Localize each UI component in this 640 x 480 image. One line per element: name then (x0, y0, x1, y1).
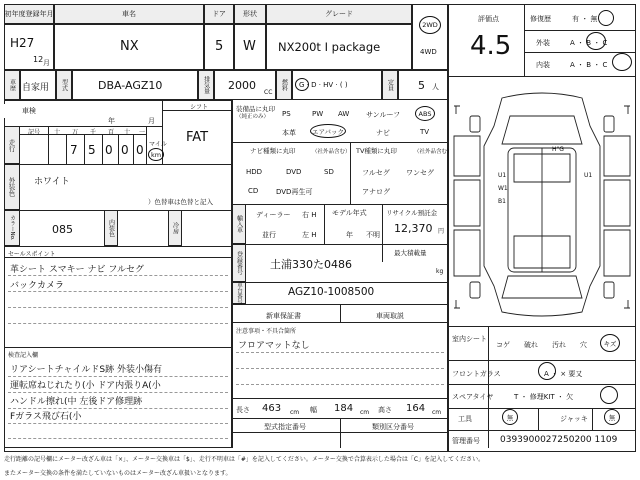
recycle-label: リサイクル預託金 (386, 209, 438, 217)
nav-dvd-playback: DVD再生可 (276, 188, 313, 196)
ac-header: 冷房 (168, 210, 182, 246)
tv-oneseg: ワンセグ (406, 169, 434, 177)
front-glass-options: A ・ × 要又 (544, 370, 583, 378)
recycle-value: 12,370 (394, 222, 433, 235)
spare-tire-options: T ・ 修理KIT ・ 欠 (514, 393, 574, 401)
mark-u1-right: U1 (584, 172, 593, 179)
import-left: 左 H (302, 231, 317, 239)
seat-ana: 穴 (580, 341, 587, 349)
tools-value: 無 (502, 409, 518, 425)
drive-4wd: 4WD (420, 48, 437, 56)
import-parallel: 並行 (262, 231, 276, 239)
model-year-year: 年 (346, 231, 353, 239)
reg-month-suffix: 月 (43, 59, 50, 67)
use-value: 自家用 (22, 83, 50, 93)
front-glass-label: フロントガラス (452, 370, 501, 378)
reg-year-header: 初年度登録年月 (4, 4, 54, 24)
front-glass-selected-circle (538, 362, 556, 380)
fuel-header: 燃料 (276, 70, 292, 100)
tv-fullseg: フルセグ (362, 169, 390, 177)
nav-label: ナビ種類に丸印 (250, 147, 296, 155)
nav-cd: CD (248, 187, 259, 195)
score-value: 4.5 (470, 31, 512, 61)
spare-tire-label: スペアタイヤ (452, 393, 494, 401)
model-year-label: モデル年式 (332, 209, 367, 217)
tools-label: 工具 (458, 415, 472, 423)
model-year-unknown: 不明 (366, 231, 380, 239)
reg-year: H27 (10, 36, 35, 50)
shift-label: シフト (190, 104, 209, 111)
mark-u1-left: U1 (498, 172, 507, 179)
tv-sublabel: （社外品含む） (414, 149, 453, 155)
disp-value: 2000 (228, 79, 256, 92)
equip-navi: ナビ (376, 129, 390, 137)
length-label: 長さ (236, 406, 250, 414)
nav-sd: SD (324, 168, 334, 176)
seat-koge: コゲ (496, 341, 510, 349)
selling-points-label: セールスポイント (8, 251, 56, 258)
exterior-options: A ・ B ・ C (570, 39, 608, 47)
interior-options: A ・ B ・ C (570, 61, 608, 69)
mark-w1: W1 (498, 185, 508, 192)
equip-pw: PW (312, 110, 324, 118)
unit-km: km (148, 148, 164, 161)
nav-hdd: HDD (246, 168, 263, 176)
model-header: 車名 (54, 4, 204, 24)
seats-value: 5 (418, 79, 425, 92)
warranty-label: 新車保証書 (266, 312, 301, 320)
digit-label-sign: 記号 (28, 129, 41, 136)
disp-header: 排気量 (198, 70, 214, 100)
disp-unit: CC (264, 89, 273, 96)
doors-header: ドア (204, 4, 234, 24)
inspection-label: 車検 (4, 104, 54, 118)
height-label: 高さ (378, 406, 392, 414)
repair-options: 有 ・ 無 (572, 15, 598, 23)
mgmt-value: 0393900027250200 1109 (500, 435, 618, 445)
footer-note-2: またメーター交換の条件を満たしていないものはメーター改ざん車扱いとなります。 (4, 470, 232, 477)
plate-header: 登録番号 (232, 244, 246, 282)
grade-value: NX200t I package (278, 40, 381, 54)
color-header: 外装色 (4, 164, 20, 210)
chassis-value: AGZ10-1008500 (288, 286, 375, 298)
height-unit: cm (432, 409, 442, 416)
color-value: ホワイト (34, 177, 70, 187)
reg-month: 12 (33, 55, 44, 64)
score-label: 評価点 (478, 15, 499, 23)
color-note: ）色替車は色替と記入 (148, 198, 213, 206)
shape-header: 形状 (234, 4, 266, 24)
model-value: NX (120, 39, 139, 54)
equip-airbag: エアバック (310, 124, 346, 138)
selling-point-line-1: 革シート スマキー ナビ フルセグ (10, 265, 145, 275)
interior-label: 内装 (536, 61, 550, 69)
mgmt-label: 管理番号 (452, 437, 480, 445)
class-label: 類別区分番号 (372, 423, 414, 431)
width-unit: cm (360, 409, 370, 416)
type-cert-label: 型式指定番号 (264, 423, 306, 431)
nav-dvd: DVD (286, 168, 302, 176)
grade-header: グレード (266, 4, 412, 24)
interior-selected-circle (612, 53, 632, 71)
digit-1: 0 (136, 143, 144, 157)
inspector-line-4: Fガラス飛び石(小 (10, 412, 82, 422)
fuel-options: G · D · HV · ( ) (299, 81, 348, 89)
import-header: 輸入車 (232, 204, 246, 244)
equip-abs: ABS (415, 106, 435, 121)
mileage-header: 走行 (4, 126, 20, 164)
digit-10: 0 (121, 143, 129, 157)
import-right: 右 H (302, 211, 317, 219)
seat-yabure: 破れ (524, 341, 538, 349)
digit-label-1k: 千 (90, 129, 97, 136)
interior-color-header: 内装色 (104, 210, 118, 246)
plate-value: 土浦330た0486 (270, 258, 352, 271)
repair-selected-circle (598, 10, 614, 26)
type-value: DBA-AGZ10 (98, 79, 163, 92)
recycle-unit: 円 (438, 228, 445, 235)
drive-cell (412, 4, 448, 70)
manual-label: 車両取説 (376, 312, 404, 320)
seats-unit: 人 (432, 83, 439, 91)
tv-label: TV種類に丸印 (356, 147, 397, 155)
max-load-unit: kg (436, 268, 444, 275)
mark-b1: B1 (498, 198, 506, 205)
shift-value: FAT (186, 130, 209, 145)
unit-mile: マイル (149, 141, 167, 148)
color-no-header: カラーNo. (4, 210, 20, 246)
digit-label-1: 一 (139, 129, 146, 136)
inspector-label: 検査記入欄 (8, 352, 39, 359)
width-value: 184 (334, 403, 354, 414)
nav-sublabel: （社外品含む） (312, 149, 351, 155)
inspector-line-2: 運転席ねじれたり(小 ドア内張りA(小 (10, 381, 161, 391)
repair-label: 修復歴 (530, 15, 551, 23)
digit-label-10: 十 (124, 129, 131, 136)
equip-sunroof: サンルーフ (366, 111, 401, 119)
max-load-label: 最大積載量 (394, 249, 427, 257)
doors-value: 5 (215, 39, 224, 54)
notes-line-1: フロアマットなし (238, 341, 310, 351)
equip-tv: TV (420, 128, 430, 136)
inspector-line-3: ハンドル擦れ(中 左後ドア修理跡 (10, 397, 143, 407)
selling-point-line-2: バックカメラ (10, 281, 65, 291)
equip-aw: AW (338, 110, 350, 118)
shape-value: W (243, 39, 256, 54)
fuel-selected-circle (295, 78, 309, 91)
chassis-header: 車台番号 (232, 282, 246, 304)
digit-label-10k: 万 (72, 129, 79, 136)
exterior-selected-circle (586, 32, 606, 50)
inspector-line-1: リアシートチャイルドS跡 外装小傷有 (10, 365, 162, 375)
digit-10k: 7 (70, 143, 78, 157)
inspection-year-unit: 年 (108, 117, 115, 125)
import-dealer: ディーラー (256, 211, 291, 219)
length-unit: cm (290, 409, 300, 416)
spare-tire-selected-circle (600, 386, 618, 404)
color-no-value: 085 (52, 223, 73, 236)
tv-analog: アナログ (362, 188, 390, 196)
seat-yogore: 汚れ (552, 341, 566, 349)
drive-2wd: 2WD (419, 16, 441, 34)
mark-hg: H"G (552, 146, 564, 153)
seat-kizu: キズ (600, 334, 620, 352)
exterior-label: 外装 (536, 39, 550, 47)
length-value: 463 (262, 403, 282, 414)
car-damage-diagram (450, 86, 634, 322)
use-header: 車歴 (4, 70, 20, 100)
digit-1k: 5 (88, 143, 96, 157)
footer-note-1: 走行距離の記号欄にメーター改ざん車は「×」、メーター交換車は「$」、走行不明車は「#」を記入してください。メーター交換で合算表示した場合は「C」を記入してください。 (4, 456, 485, 463)
equip-ps: PS (282, 110, 291, 118)
equipment-label: 装備品に丸印 (236, 105, 275, 113)
jack-value: 無 (604, 409, 620, 425)
digit-100: 0 (105, 143, 113, 157)
height-value: 164 (406, 403, 426, 414)
digit-label-100k: 十 (54, 129, 61, 136)
equip-leather: 本革 (282, 129, 296, 137)
width-label: 幅 (310, 406, 317, 414)
digit-label-100: 百 (108, 129, 115, 136)
jack-label: ジャッキ (560, 415, 588, 423)
seat-label: 室内シート (452, 335, 487, 343)
notes-label: 注意事項・不具合箇所 (236, 328, 297, 335)
type-header: 型式 (56, 70, 72, 100)
equipment-sublabel: （純正のみ） (236, 114, 270, 120)
inspection-month-unit: 月 (148, 117, 155, 125)
seats-header: 定員 (382, 70, 398, 100)
